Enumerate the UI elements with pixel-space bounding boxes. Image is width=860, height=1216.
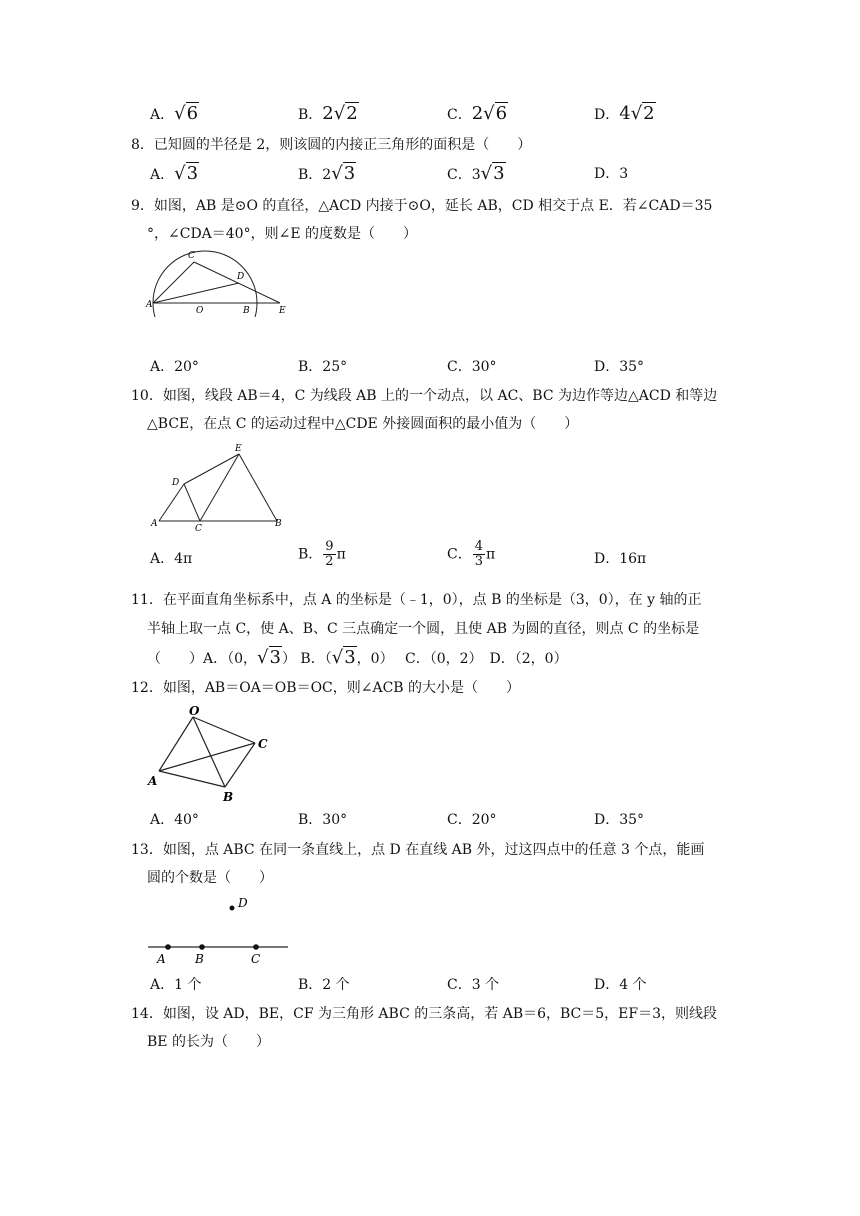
q10-label-b: B bbox=[275, 519, 282, 529]
q13-option-c[interactable]: C．3 个 bbox=[447, 977, 500, 993]
q7-option-d[interactable]: D．4√2 bbox=[594, 103, 655, 124]
sqrt-symbol: √3 bbox=[174, 163, 199, 184]
q12-option-b[interactable]: B．30° bbox=[298, 812, 348, 828]
q12-line-ab bbox=[159, 771, 225, 787]
q14-text-line1: 14．如图，设 AD，BE，CF 为三角形 ABC 的三条高，若 AB＝6，BC＝5，EF＝3，则线段 bbox=[131, 1006, 718, 1022]
sqrt-symbol: 2√2 bbox=[322, 103, 358, 124]
sqrt-symbol: 4√2 bbox=[619, 103, 655, 124]
q8-option-d[interactable]: D．3 bbox=[594, 166, 629, 182]
sqrt-symbol: √3 bbox=[331, 647, 356, 668]
q10-option-a[interactable]: A．4π bbox=[150, 551, 193, 567]
q10-line-eb bbox=[239, 454, 277, 521]
q12-line-bc bbox=[225, 743, 255, 787]
q8-option-c[interactable]: C．3√3 bbox=[447, 163, 505, 184]
q13-option-b[interactable]: B．2 个 bbox=[298, 977, 350, 993]
q9-label-d: D bbox=[237, 272, 245, 282]
q9-label-e: E bbox=[279, 306, 286, 316]
q9-circle bbox=[153, 251, 257, 317]
fraction: $\frac{9}{2}$ bbox=[325, 539, 334, 569]
q7-option-c[interactable]: C．2√6 bbox=[447, 103, 508, 124]
q9-text-line2: °，∠CDA＝40°，则∠E 的度数是（ ） bbox=[147, 226, 417, 242]
q11-text-line2: 半轴上取一点 C，使 A、B、C 三点确定一个圆，且使 AB 为圆的直径，则点 C 的坐标是 bbox=[147, 621, 700, 637]
q10-option-b[interactable]: B． $\frac{9}{2}$ π bbox=[298, 539, 346, 569]
sqrt-symbol: √3 bbox=[480, 163, 505, 184]
q8-option-b[interactable]: B．2√3 bbox=[298, 163, 356, 184]
q13-point-d bbox=[230, 906, 235, 911]
q9-line-ac bbox=[153, 262, 194, 303]
q12-text: 12．如图，AB＝OA＝OB＝OC，则∠ACB 的大小是（ ） bbox=[131, 680, 521, 696]
q7-option-b[interactable]: B．2√2 bbox=[298, 103, 358, 124]
q13-point-b bbox=[199, 944, 205, 950]
q11-text-line1: 11．在平面直角坐标系中，点 A 的坐标是（﹣1，0），点 B 的坐标是（3，0），在 y 轴的正 bbox=[131, 592, 702, 608]
q11-text-line3: （ ）A．（0，√3） B．（√3，0） C．（0，2） D．（2，0） bbox=[147, 647, 568, 668]
q10-label-a: A bbox=[151, 519, 158, 529]
q9-label-a: A bbox=[146, 300, 153, 310]
q12-line-oc bbox=[193, 717, 255, 743]
q13-option-d[interactable]: D．4 个 bbox=[594, 977, 647, 993]
q10-figure bbox=[148, 440, 298, 534]
q9-option-d[interactable]: D．35° bbox=[594, 359, 645, 375]
q10-label-e: E bbox=[235, 444, 242, 454]
q10-line-ad bbox=[159, 484, 184, 521]
q12-option-a[interactable]: A．40° bbox=[150, 812, 199, 828]
q12-option-d[interactable]: D．35° bbox=[594, 812, 645, 828]
q12-label-o: O bbox=[189, 704, 200, 718]
q7-option-a[interactable]: A．√6 bbox=[150, 103, 199, 124]
q12-line-ob bbox=[193, 717, 225, 787]
q9-label-b: B bbox=[243, 306, 250, 316]
q13-label-b: B bbox=[195, 952, 204, 966]
q10-option-d[interactable]: D．16π bbox=[594, 551, 647, 567]
q9-figure bbox=[145, 247, 295, 317]
fraction: $\frac{4}{3}$ bbox=[474, 539, 483, 569]
q9-label-c: C bbox=[188, 251, 195, 261]
q13-label-d: D bbox=[238, 896, 248, 910]
q9-option-b[interactable]: B．25° bbox=[298, 359, 348, 375]
q8-text: 8．已知圆的半径是 2，则该圆的内接正三角形的面积是（ ） bbox=[131, 137, 532, 153]
q9-line-ce bbox=[194, 262, 280, 303]
q12-label-a: A bbox=[148, 774, 158, 788]
q13-label-a: A bbox=[157, 952, 166, 966]
q10-text-line2: △BCE，在点 C 的运动过程中△CDE 外接圆面积的最小值为（ ） bbox=[147, 416, 579, 432]
q10-option-c[interactable]: C． $\frac{4}{3}$ π bbox=[447, 539, 496, 569]
q12-option-c[interactable]: C．20° bbox=[447, 812, 497, 828]
q13-label-c: C bbox=[251, 952, 261, 966]
q9-line-ad bbox=[153, 283, 239, 303]
q12-figure bbox=[145, 703, 280, 805]
q13-text-line1: 13．如图，点 ABC 在同一条直线上，点 D 在直线 AB 外，过这四点中的任意 3 个点，能画 bbox=[131, 842, 705, 858]
q13-option-a[interactable]: A．1 个 bbox=[150, 977, 202, 993]
q13-point-a bbox=[165, 944, 171, 950]
q10-label-d: D bbox=[172, 478, 180, 488]
q9-text-line1: 9．如图，AB 是⊙O 的直径，△ACD 内接于⊙O，延长 AB，CD 相交于点 E．若∠CAD＝35 bbox=[131, 198, 713, 214]
q13-figure bbox=[145, 894, 295, 969]
sqrt-symbol: 2√6 bbox=[471, 103, 508, 124]
q10-line-dc bbox=[184, 484, 200, 521]
q9-option-a[interactable]: A．20° bbox=[150, 359, 199, 375]
q13-point-c bbox=[253, 944, 259, 950]
q10-label-c: C bbox=[195, 524, 202, 534]
q9-label-o: O bbox=[196, 306, 204, 316]
q13-text-line2: 圆的个数是（ ） bbox=[147, 870, 273, 886]
sqrt-symbol: √6 bbox=[174, 103, 199, 124]
q10-text-line1: 10．如图，线段 AB＝4，C 为线段 AB 上的一个动点，以 AC、BC 为边作等边△ACD 和等边 bbox=[131, 388, 718, 404]
q9-option-c[interactable]: C．30° bbox=[447, 359, 497, 375]
q12-label-c: C bbox=[258, 737, 268, 751]
sqrt-symbol: √3 bbox=[331, 163, 356, 184]
q10-line-ce bbox=[200, 454, 239, 521]
q12-label-b: B bbox=[223, 790, 234, 804]
q14-text-line2: BE 的长为（ ） bbox=[147, 1034, 270, 1050]
sqrt-symbol: √3 bbox=[257, 647, 281, 668]
q8-option-a[interactable]: A．√3 bbox=[150, 163, 199, 184]
